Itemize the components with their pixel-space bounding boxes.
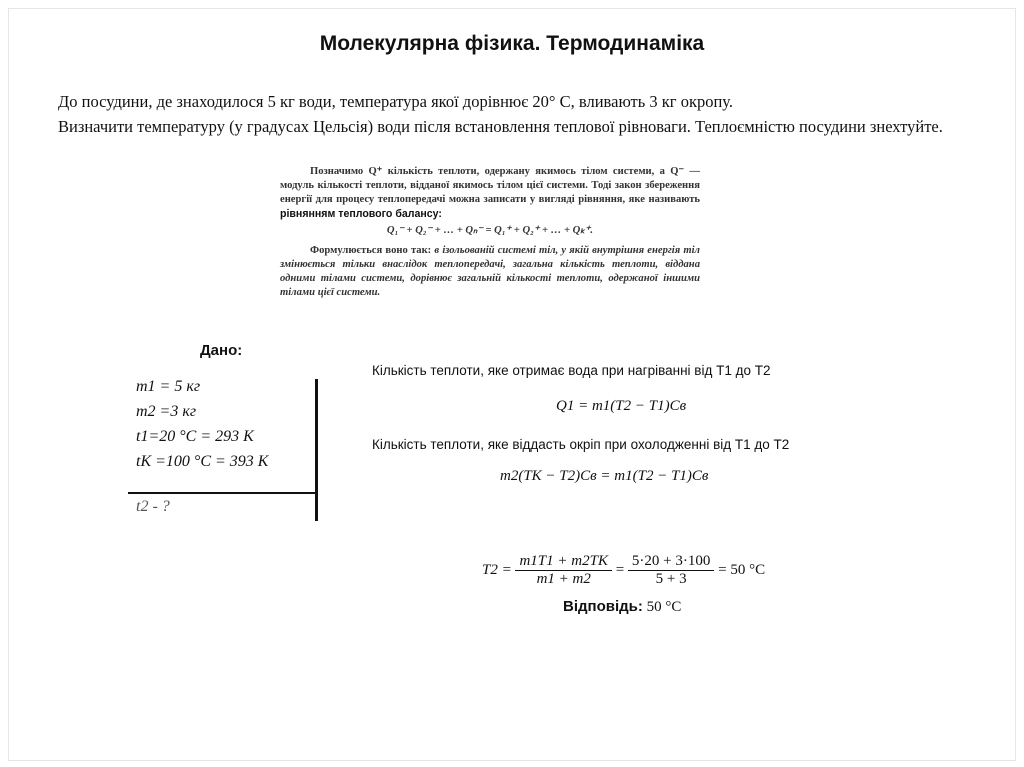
theory-text-2a: Формулюється воно так:: [310, 245, 435, 256]
given-line-tk: tK =100 °C = 393 K: [136, 453, 269, 470]
fraction-symbolic-numerator: m1T1 + m2TK: [515, 553, 611, 571]
answer-value: 50 °C: [646, 599, 682, 615]
solution-text-2: Кількість теплоти, яке віддасть окріп при охолодженні від T1 до T2: [372, 437, 790, 452]
fraction-numeric-denominator: 5 + 3: [655, 571, 687, 587]
equals-sign: =: [615, 561, 625, 578]
given-horizontal-divider: [128, 492, 318, 494]
t2-result: = 50 °C: [718, 561, 766, 578]
answer-label: Відповідь:: [563, 598, 643, 615]
slide-title: Молекулярна фізика. Термодинаміка: [319, 32, 705, 55]
heat-balance-term: рівнянням теплового балансу:: [280, 208, 442, 220]
problem-line-1: До посудини, де знаходилося 5 кг води, температура якої дорівнює 20° С, вливають 3 кг окропу.: [58, 92, 734, 111]
problem-line-2: Визначити температуру (у градусах Цельсія) води після встановлення теплової рівноваги. Теплоємністю посудини знехтуйте.: [58, 117, 943, 136]
given-line-t1: t1=20 °C = 293 K: [136, 428, 254, 445]
solution-text-1: Кількість теплоти, яке отримає вода при нагріванні від T1 до T2: [372, 363, 771, 378]
theory-paragraph-2: [280, 244, 700, 300]
given-line-m1: m1 = 5 кг: [136, 378, 201, 395]
answer: [563, 598, 681, 616]
formula-q1: Q1 = m1(T2 − T1)Cв: [556, 398, 687, 414]
t2-lhs: T2 =: [482, 561, 512, 578]
formula-t2: [482, 553, 765, 588]
formula-heat-balance: m2(TK − T2)Cв = m1(T2 − T1)Cв: [500, 468, 709, 484]
fraction-symbolic: [515, 553, 611, 588]
find-unknown: t2 - ?: [136, 498, 170, 515]
given-line-m2: m2 =3 кг: [136, 403, 197, 420]
given-heading: Дано:: [200, 342, 243, 359]
theory-text-1: Позначимо Q⁺ кількість теплоти, одержану якимось тілом системи, а Q⁻ — модуль кількості теплоти, відданої якимось тілом цієї системи. Тоді закон збереження енергії для процесу теплопередачі можна записати у вигляді рівняння, яке називають: [280, 166, 700, 205]
given-vertical-divider: [315, 379, 318, 521]
theory-block: [280, 165, 700, 300]
fraction-symbolic-denominator: m1 + m2: [536, 571, 591, 587]
theory-text-2b: в ізольованій системі тіл, у якій внутрішня енергія тіл змінюється тільки внаслідок теплопередачі, загальна кількість теплоти, віддана одними тілами системи, дорівнює загальній кількості теплоти, одержаної іншими тілами цієї системи.: [280, 245, 700, 298]
heat-balance-equation: Q₁⁻ + Q₂⁻ + … + Qₙ⁻ = Q₁⁺ + Q₂⁺ + … + Qₖ⁺.: [386, 225, 594, 236]
theory-paragraph-1: [280, 165, 700, 222]
fraction-numeric: [628, 553, 714, 588]
fraction-numeric-numerator: 5·20 + 3·100: [628, 553, 714, 571]
